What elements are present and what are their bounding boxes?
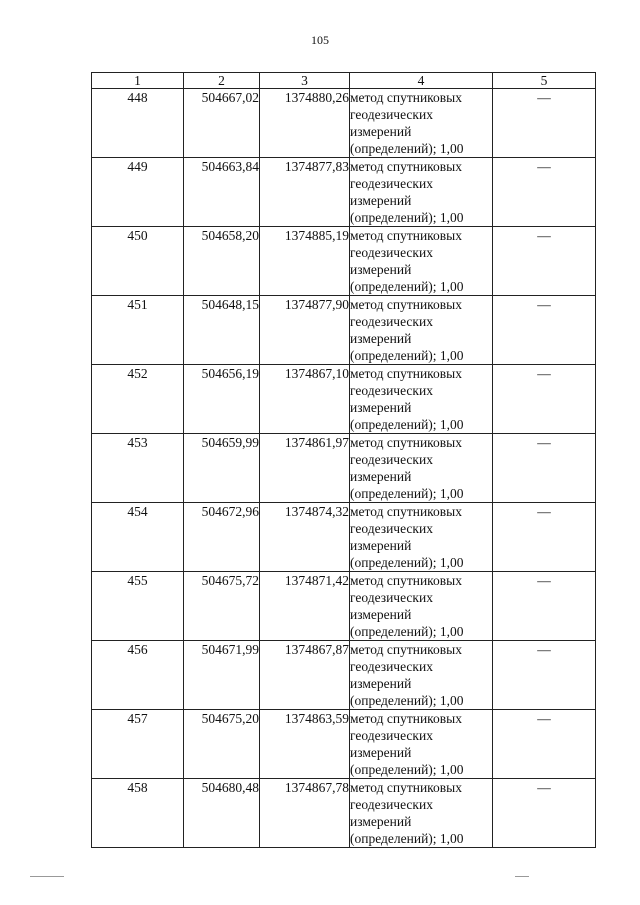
header-col-4: 4 xyxy=(350,73,493,89)
method-line: метод спутниковых xyxy=(350,228,462,243)
method-line: геодезических xyxy=(350,452,433,467)
coordinate-y: 1374877,90 xyxy=(260,296,350,365)
method-line: измерений xyxy=(350,745,412,760)
method-line: (определений); 1,00 xyxy=(350,555,464,570)
method-cell xyxy=(350,227,493,296)
header-col-5: 5 xyxy=(493,73,596,89)
method-line: (определений); 1,00 xyxy=(350,693,464,708)
point-number: 452 xyxy=(92,365,184,434)
method-line: метод спутниковых xyxy=(350,435,462,450)
note-dash: — xyxy=(493,365,596,434)
coordinate-x: 504659,99 xyxy=(184,434,260,503)
method-line: измерений xyxy=(350,262,412,277)
coordinate-x: 504658,20 xyxy=(184,227,260,296)
method-cell xyxy=(350,296,493,365)
table-body xyxy=(92,89,596,848)
method-line: (определений); 1,00 xyxy=(350,624,464,639)
method-line: (определений); 1,00 xyxy=(350,210,464,225)
footer-mark-right xyxy=(515,876,529,877)
point-number: 449 xyxy=(92,158,184,227)
coordinate-y: 1374871,42 xyxy=(260,572,350,641)
note-dash: — xyxy=(493,572,596,641)
method-cell xyxy=(350,641,493,710)
note-dash: — xyxy=(493,779,596,848)
method-line: геодезических xyxy=(350,314,433,329)
method-line: (определений); 1,00 xyxy=(350,762,464,777)
method-line: (определений); 1,00 xyxy=(350,279,464,294)
table-row xyxy=(92,296,596,365)
point-number: 453 xyxy=(92,434,184,503)
method-line: (определений); 1,00 xyxy=(350,486,464,501)
coordinate-y: 1374867,87 xyxy=(260,641,350,710)
coordinate-y: 1374863,59 xyxy=(260,710,350,779)
method-line: геодезических xyxy=(350,659,433,674)
method-line: метод спутниковых xyxy=(350,159,462,174)
coordinate-y: 1374874,32 xyxy=(260,503,350,572)
method-line: геодезических xyxy=(350,521,433,536)
coordinate-x: 504663,84 xyxy=(184,158,260,227)
method-line: измерений xyxy=(350,538,412,553)
note-dash: — xyxy=(493,296,596,365)
note-dash: — xyxy=(493,503,596,572)
method-line: метод спутниковых xyxy=(350,642,462,657)
page-number: 105 xyxy=(311,33,329,47)
table-header xyxy=(92,73,596,89)
method-cell xyxy=(350,158,493,227)
method-line: метод спутниковых xyxy=(350,711,462,726)
method-cell xyxy=(350,779,493,848)
coordinate-y: 1374867,78 xyxy=(260,779,350,848)
method-line: измерений xyxy=(350,676,412,691)
method-line: измерений xyxy=(350,607,412,622)
header-col-3: 3 xyxy=(260,73,350,89)
coordinate-y: 1374880,26 xyxy=(260,89,350,158)
header-col-2: 2 xyxy=(184,73,260,89)
point-number: 455 xyxy=(92,572,184,641)
method-line: геодезических xyxy=(350,590,433,605)
coordinate-x: 504671,99 xyxy=(184,641,260,710)
note-dash: — xyxy=(493,158,596,227)
coordinate-x: 504667,02 xyxy=(184,89,260,158)
table-row xyxy=(92,779,596,848)
point-number: 450 xyxy=(92,227,184,296)
method-cell xyxy=(350,572,493,641)
method-line: метод спутниковых xyxy=(350,573,462,588)
coordinate-x: 504675,20 xyxy=(184,710,260,779)
method-line: измерений xyxy=(350,193,412,208)
method-line: геодезических xyxy=(350,245,433,260)
table-row xyxy=(92,158,596,227)
note-dash: — xyxy=(493,89,596,158)
method-line: (определений); 1,00 xyxy=(350,417,464,432)
table-row xyxy=(92,503,596,572)
point-number: 454 xyxy=(92,503,184,572)
table-row xyxy=(92,227,596,296)
coordinates-table xyxy=(91,72,596,848)
method-line: геодезических xyxy=(350,107,433,122)
coordinate-y: 1374877,83 xyxy=(260,158,350,227)
method-line: метод спутниковых xyxy=(350,504,462,519)
point-number: 448 xyxy=(92,89,184,158)
header-col-1: 1 xyxy=(92,73,184,89)
method-line: геодезических xyxy=(350,797,433,812)
method-line: геодезических xyxy=(350,383,433,398)
table-row xyxy=(92,434,596,503)
coordinate-x: 504675,72 xyxy=(184,572,260,641)
note-dash: — xyxy=(493,641,596,710)
method-cell xyxy=(350,710,493,779)
coordinate-y: 1374861,97 xyxy=(260,434,350,503)
point-number: 456 xyxy=(92,641,184,710)
method-line: метод спутниковых xyxy=(350,297,462,312)
method-line: измерений xyxy=(350,469,412,484)
footer-mark-left xyxy=(30,876,64,877)
method-line: измерений xyxy=(350,331,412,346)
coordinate-y: 1374885,19 xyxy=(260,227,350,296)
method-line: (определений); 1,00 xyxy=(350,831,464,846)
table-row xyxy=(92,89,596,158)
method-line: метод спутниковых xyxy=(350,90,462,105)
method-line: измерений xyxy=(350,814,412,829)
note-dash: — xyxy=(493,710,596,779)
method-cell xyxy=(350,365,493,434)
method-line: измерений xyxy=(350,124,412,139)
method-cell xyxy=(350,503,493,572)
method-line: (определений); 1,00 xyxy=(350,348,464,363)
table-row xyxy=(92,710,596,779)
method-line: метод спутниковых xyxy=(350,780,462,795)
method-cell xyxy=(350,434,493,503)
method-line: измерений xyxy=(350,400,412,415)
coordinate-x: 504656,19 xyxy=(184,365,260,434)
point-number: 457 xyxy=(92,710,184,779)
table-row xyxy=(92,572,596,641)
note-dash: — xyxy=(493,227,596,296)
method-cell xyxy=(350,89,493,158)
method-line: геодезических xyxy=(350,728,433,743)
method-line: (определений); 1,00 xyxy=(350,141,464,156)
table-row xyxy=(92,641,596,710)
coordinate-x: 504648,15 xyxy=(184,296,260,365)
coordinate-x: 504672,96 xyxy=(184,503,260,572)
coordinate-y: 1374867,10 xyxy=(260,365,350,434)
note-dash: — xyxy=(493,434,596,503)
coordinate-x: 504680,48 xyxy=(184,779,260,848)
point-number: 451 xyxy=(92,296,184,365)
point-number: 458 xyxy=(92,779,184,848)
method-line: метод спутниковых xyxy=(350,366,462,381)
table-row xyxy=(92,365,596,434)
method-line: геодезических xyxy=(350,176,433,191)
